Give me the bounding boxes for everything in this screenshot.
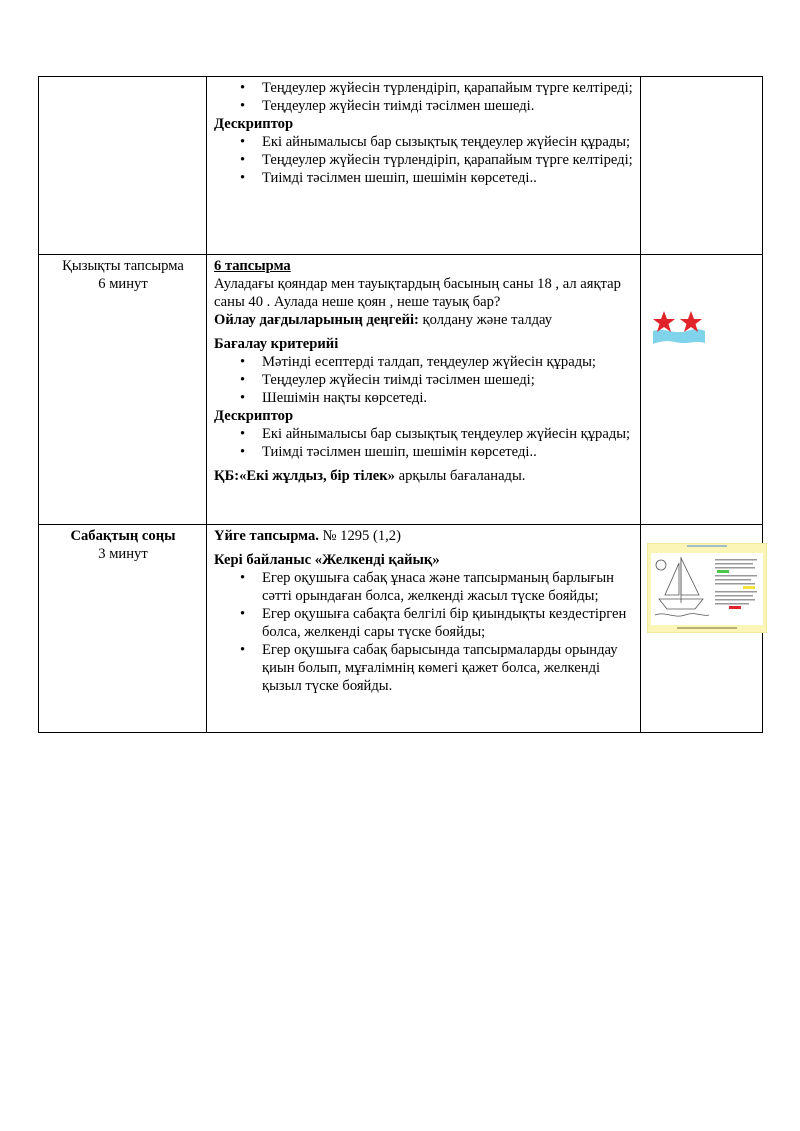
star-icon — [653, 311, 675, 332]
lesson-plan-table — [38, 76, 763, 733]
two-stars-icon — [651, 309, 707, 345]
descriptor-list — [214, 425, 634, 461]
list-item: • Екі айнымалысы бар сызықтық теңдеулер жүйесін құрады; — [262, 425, 634, 443]
homework-label: Үйге тапсырма. — [214, 528, 319, 544]
criteria-list — [214, 353, 634, 407]
resource-cell — [641, 255, 763, 525]
descriptor-list — [214, 133, 634, 187]
content-cell — [207, 255, 641, 525]
list-item: • Теңдеулер жүйесін тиімді тәсілмен шешеді; — [262, 371, 634, 389]
criteria-title: Бағалау критерийі — [214, 336, 339, 352]
resource-cell-empty — [641, 77, 763, 255]
list-item: • Теңдеулер жүйесін түрлендіріп, қарапайым түрге келтіреді; — [262, 79, 634, 97]
stage-name: Қызықты тапсырма — [62, 258, 184, 274]
descriptor-title: Дескриптор — [214, 408, 294, 424]
criteria-list — [214, 79, 634, 115]
thinking-level-value: қолдану және талдау — [418, 312, 553, 328]
stage-time: 6 минут — [98, 276, 148, 292]
homework-value: № 1295 (1,2) — [318, 528, 401, 544]
content-cell — [207, 525, 641, 733]
list-item: • Теңдеулер жүйесін түрлендіріп, қарапайым түрге келтіреді; — [262, 151, 634, 169]
table-row-criteria-continued — [39, 77, 763, 255]
star-icon — [680, 311, 702, 332]
feedback-list — [214, 569, 634, 695]
stage-cell-empty — [39, 77, 207, 255]
table-row-lesson-end — [39, 525, 763, 733]
stage-name: Сабақтың соңы — [70, 528, 176, 544]
stage-cell — [39, 525, 207, 733]
stage-time: 3 минут — [98, 546, 148, 562]
thinking-level — [214, 311, 634, 329]
list-item: • Егер оқушыға сабақ ұнаса және тапсырманың барлығын сәтті орындаған болса, желкенді жасыл түске бояйды; — [262, 569, 634, 605]
assessment-line — [214, 467, 634, 485]
thinking-level-label: Ойлау дағдыларының деңгейі: — [214, 312, 419, 328]
list-item: • Мәтінді есептерді талдап, теңдеулер жүйесін құрады; — [262, 353, 634, 371]
assessment-text: арқылы бағаланады. — [394, 468, 526, 484]
list-item: • Шешімін нақты көрсетеді. — [262, 389, 634, 407]
task-title: 6 тапсырма — [214, 258, 291, 274]
list-item: • Тиімді тәсілмен шешіп, шешімін көрсетеді.. — [262, 169, 634, 187]
descriptor-title: Дескриптор — [214, 116, 294, 132]
list-item: • Тиімді тәсілмен шешіп, шешімін көрсетеді.. — [262, 443, 634, 461]
content-cell — [207, 77, 641, 255]
stage-cell — [39, 255, 207, 525]
list-item: • Екі айнымалысы бар сызықтық теңдеулер жүйесін құрады; — [262, 133, 634, 151]
table-row-interesting-task — [39, 255, 763, 525]
feedback-title: Кері байланыс «Желкенді қайық» — [214, 552, 440, 568]
sailboat-worksheet-icon — [647, 543, 767, 633]
list-item: • Теңдеулер жүйесін тиімді тәсілмен шешеді. — [262, 97, 634, 115]
list-item: • Егер оқушыға сабақ барысында тапсырмаларды орындау қиын болып, мұғалімнің көмегі қажет болса, желкенді қызыл түске бояйды. — [262, 641, 634, 695]
resource-cell — [641, 525, 763, 733]
task-text: Ауладағы қояндар мен тауықтардың басының саны 18 , ал аяқтар саны 40 . Аулада неше қоян , неше тауық бар? — [214, 276, 621, 310]
assessment-method: ҚБ:«Екі жұлдыз, бір тілек» — [214, 468, 395, 484]
homework-line — [214, 527, 634, 545]
list-item: • Егер оқушыға сабақта белгілі бір қиындықты кездестірген болса, желкенді сары түске бояйды; — [262, 605, 634, 641]
